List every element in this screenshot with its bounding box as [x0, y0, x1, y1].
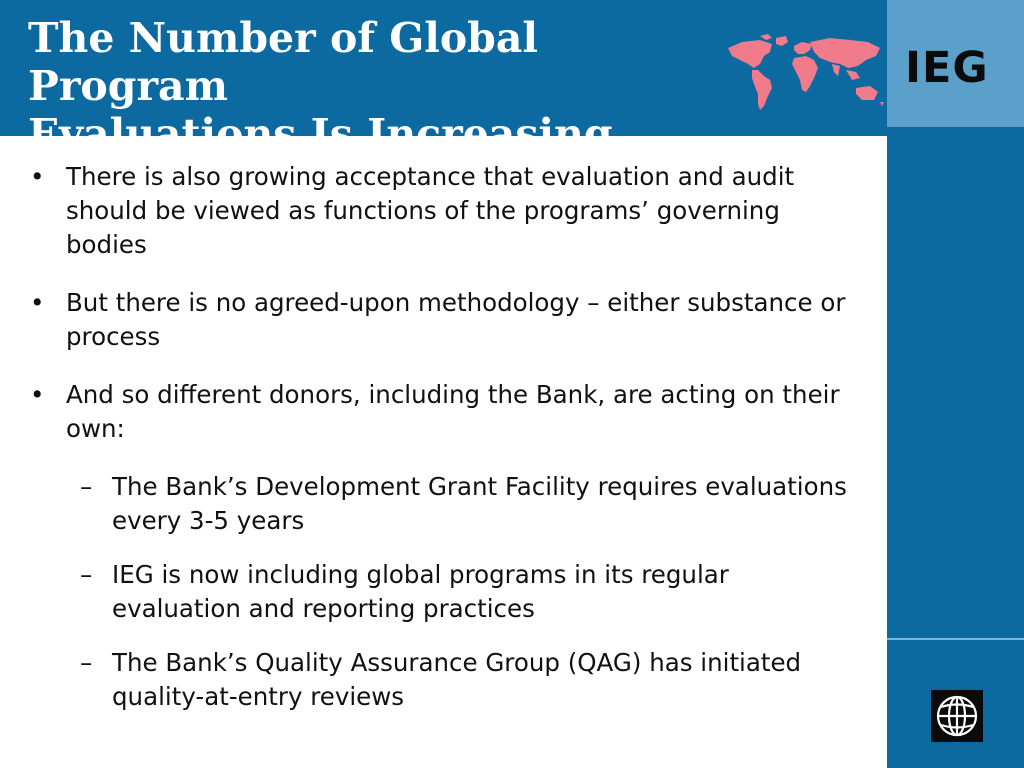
title-line-2: Evaluations Is Increasing	[28, 110, 613, 158]
sub-bullet-item	[28, 558, 863, 626]
world-map-icon	[720, 34, 888, 112]
slide-body	[28, 160, 863, 734]
world-bank-globe-icon	[931, 690, 983, 742]
dash-mark: –	[80, 560, 93, 589]
bullet-text: And so different donors, including the Bank, are acting on their own:	[66, 380, 840, 443]
bullet-item	[28, 160, 863, 262]
sub-bullet-text: IEG is now including global programs in its regular evaluation and reporting practices	[112, 560, 729, 623]
slide-title	[28, 14, 748, 158]
sub-bullet-text: The Bank’s Quality Assurance Group (QAG) has initiated quality-at-entry reviews	[112, 648, 802, 711]
dash-mark: –	[80, 648, 93, 677]
sub-bullet-text: The Bank’s Development Grant Facility requires evaluations every 3-5 years	[112, 472, 847, 535]
title-line-1: The Number of Global Program	[28, 14, 538, 110]
band-divider	[887, 638, 1024, 640]
sub-bullet-item	[28, 646, 863, 714]
bullet-text: There is also growing acceptance that evaluation and audit should be viewed as functions of the programs’ governing bodies	[66, 162, 795, 259]
dash-mark: –	[80, 472, 93, 501]
bullet-mark: •	[30, 162, 45, 191]
bullet-mark: •	[30, 288, 45, 317]
sub-bullet-item	[28, 470, 863, 538]
ieg-logo: IEG	[905, 43, 989, 93]
bullet-text: But there is no agreed-upon methodology – either substance or process	[66, 288, 846, 351]
bullet-item	[28, 378, 863, 446]
bullet-item	[28, 286, 863, 354]
bullet-mark: •	[30, 380, 45, 409]
